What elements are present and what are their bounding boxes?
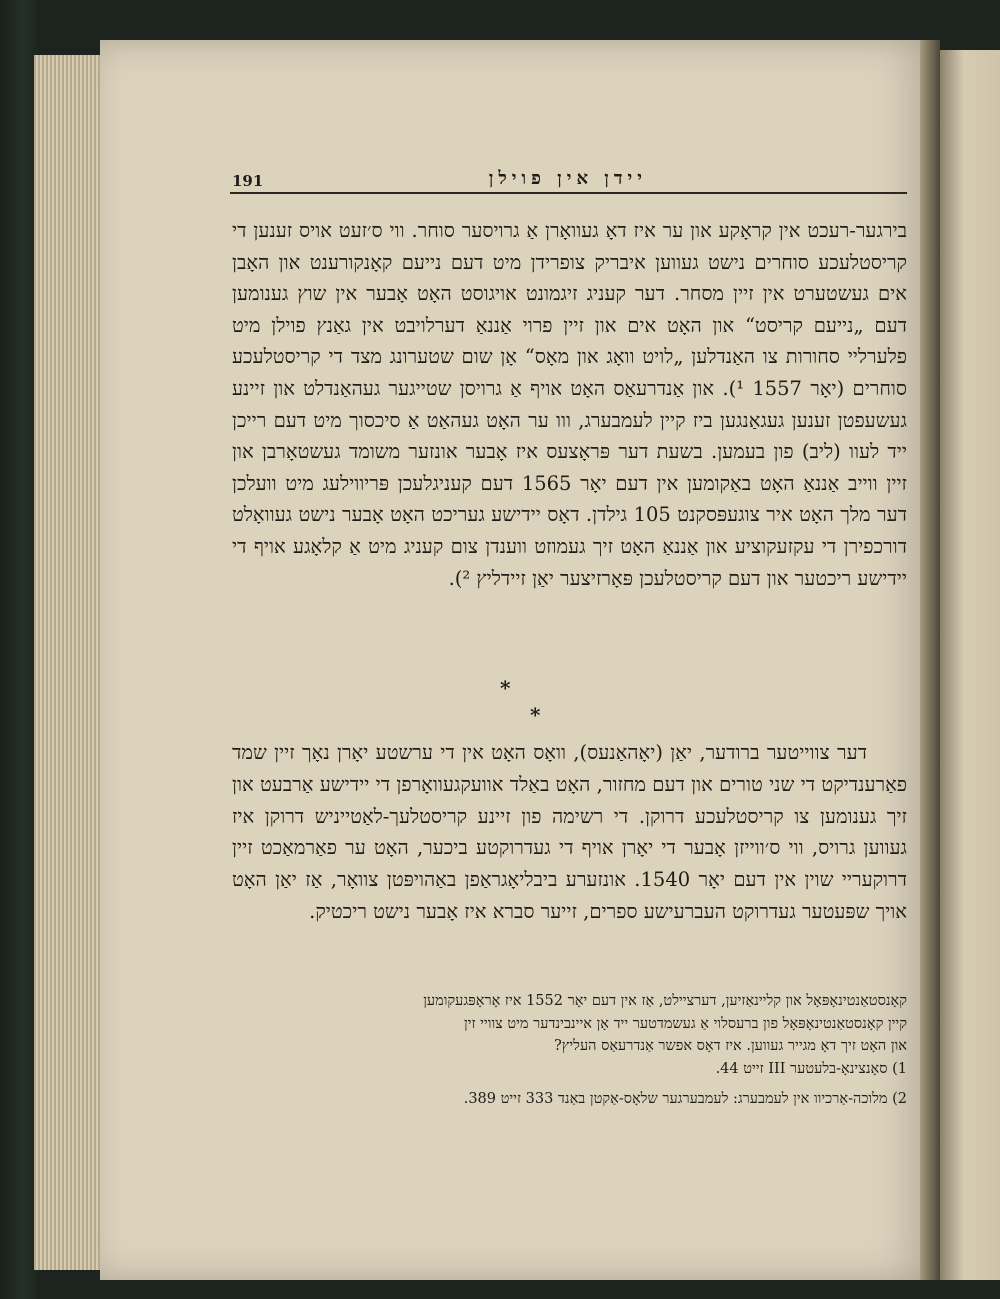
section-separator-1: *	[500, 676, 511, 700]
footnote-line: קאָנסטאַנטינאָפּאָל און קליינאַזיען, דערציילט, אַז אין דעם יאָר 1552 איז אָראָפּגעקומען	[423, 993, 907, 1009]
page-header	[232, 168, 907, 194]
paragraph-2: דער צווייטער ברודער, יאַן (יאָהאַנעס), וואָס האָט אין די ערשטע יאָרן נאָך זיין שמד פאַרענדיקט די שני טורים און דעם מחזור, האָט באַלד אוועקגעוואָרפן די יידישע אַרבעט און זיך גענומען צו קריסטלעכע דרוקן. די רשימה פון זיינע קריסטלעך-לאַטייניש דרוקן איז געווען גרויס, ווי ס׳ווייזן אָבער די יאָרן אויף די געדרוקטע ביכער, האָט ער פאַרמאַכט זיין דרוקעריי שוין אין דעם יאָר 1540. אונזערע ביבליאָגראַפן באַהויפּטן צוואָר, אַז יאַן האָט אויך שפּעטער געדרוקט העברעישע ספרים, זייער סברא איז אָבער נישט ריכטיק.	[232, 741, 907, 923]
section-separator-2: *	[530, 703, 541, 727]
footnote-2: 2) מלוכה-אַרכיוו אין לעמבערג: לעמבערגער שלאָס-אַקטן באַנד 333 זייט 389.	[463, 1091, 907, 1107]
footnotes	[232, 990, 907, 1111]
footnote-line: און האָט זיך דאָ מגייר געווען. איז דאָס אפשר אַנדרעאַס העליץ?	[554, 1038, 907, 1054]
paragraph-1: בירגער-רעכט אין קראָקע און ער איז דאָ געוואָרן אַ גרויסער סוחר. ווי ס׳זעט אויס זענען די קריסטלעכע סוחרים נישט געווען איבריק צופרידן מיט דעם נייעם קאָנקורענט און האָבן אים געשטערט אין זיין מסחר. דער קעניג זיגמונט אויגוסט האָט אָבער אין שוץ גענומען דעם „נייעם קריסט“ און האָט אים און זיין פרוי אַננאַ דערלויבט אין גאַנץ פוילן מיט פלערליי סחורות צו האַנדלען „לויט וואָג און מאָס“ אָן שום שטערונג מצד די קריסטלעכע סוחרים (יאָר 1557 ¹). און אַנדרעאַס האָט אויף אַ גרויסן שטייגער געהאַנדלט און זיינע געשעפטן זענען געגאַנגען ביז קיין לעמבערג, ווו ער האָט געהאַט אַ סיכסוך מיט דעם רייכן ייד לעוו (ליב) פון בעמען. בשעת דער פּראָצעס איז אָבער אונזער משומד געשטאָרבן און זיין ווייב אַננאַ האָט באַקומען אין דעם יאָר 1565 דעם קעניגלעכן פּריווילעג מיט וועלכן דער מלך האָט איר צוגעפּסקנט 105 גילדן. דאָס יידישע געריכט האָט אָבער נישט געוואָלט דורכפירן די עקזעקוציע און אַננאַ האָט זיך געמוזט ווענדן צום קעניג מיט אַ קלאָגע אויף די יידישע ריכטער און דעם קריסטלעכן פּאָרזיצער יאַן זיידליץ ²).	[232, 219, 908, 590]
footnote-line: קיין קאָנסטאַנטינאָפּאָל פון ברעסלוי אַ געשמדטער ייד אָן איינבינדער מיט צוויי זין	[463, 1015, 907, 1032]
header-rule	[230, 192, 907, 194]
footnote-1: 1) סאָנצינאָ-בלעטער III זייט 44.	[715, 1060, 907, 1077]
page-gutter	[920, 40, 940, 1280]
page-number: 191	[232, 172, 264, 190]
running-title: יידן אין פוילן	[488, 168, 647, 189]
second-section-text	[232, 737, 907, 928]
main-text	[232, 215, 907, 594]
facing-page-edge	[940, 50, 1000, 1280]
